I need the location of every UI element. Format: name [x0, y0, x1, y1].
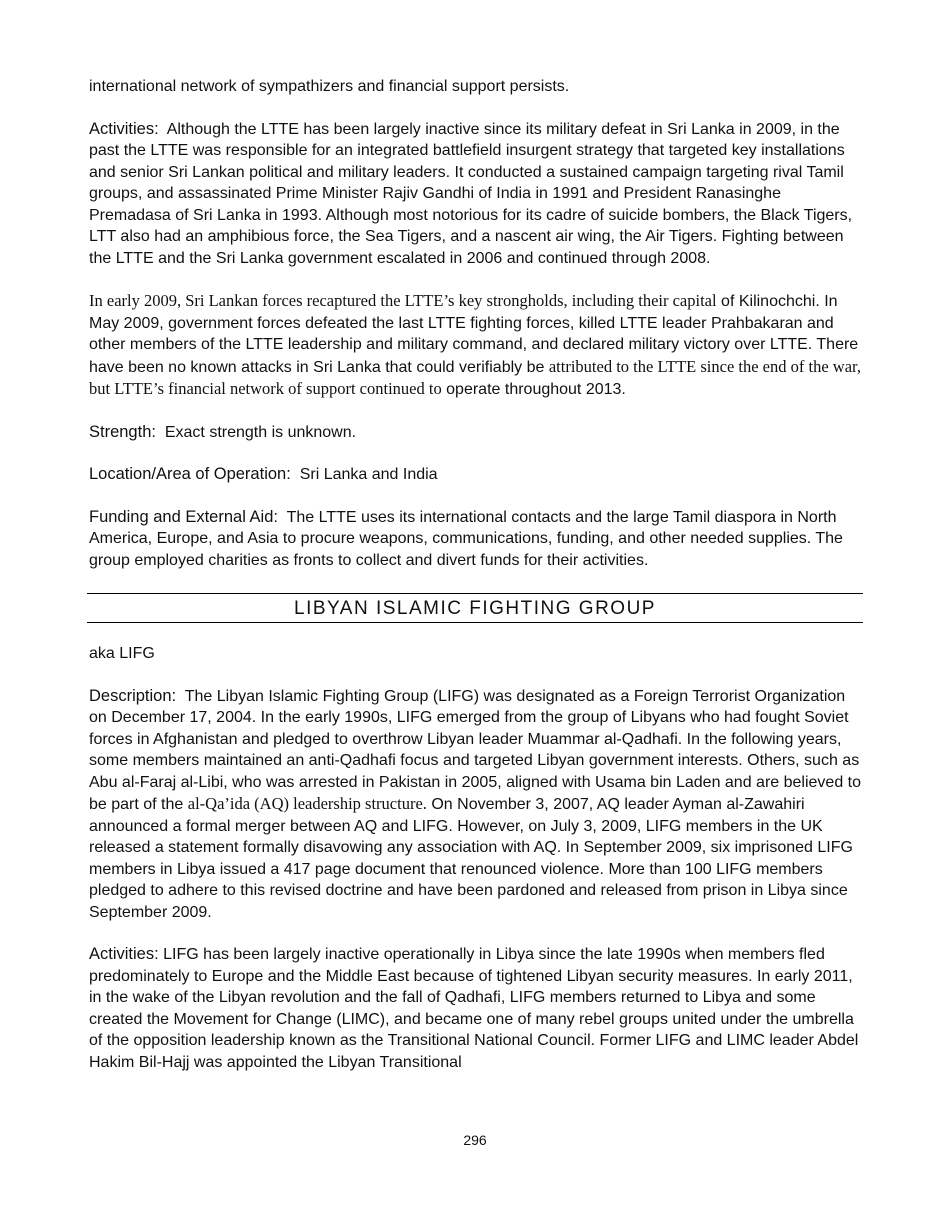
document-page	[89, 76, 863, 1094]
lifg-activities-paragraph	[89, 944, 863, 1073]
ltte-intro-tail	[89, 76, 863, 98]
lifg-activities-label: Activities:	[89, 945, 159, 963]
ltte-early-2009-paragraph	[89, 290, 863, 401]
funding-text: The LTTE uses its international contacts and the large Tamil diaspora in North America, Europe, and Asia to procure weapons, communications, funding, and other needed supplies. The group employed charities as fronts to collect and divert funds for their activities.	[89, 508, 843, 569]
intro-tail-text: international network of sympathizers and financial support persists.	[89, 78, 570, 95]
activities-text: Although the LTTE has been largely inactive since its military defeat in Sri Lanka in 2009, in the past the LTTE was responsible for an integrated battlefield insurgent strategy that targeted key installations and senior Sri Lankan political and military leaders. It conducted a sustained campaign targeting rival Tamil groups, and assassinated Prime Minister Rajiv Gandhi of India in 1991 and President Ranasinghe Premadasa of Sri Lanka in 1993. Although most notorious for its cadre of suicide bombers, the Black Tigers, LTT also had an amphibious force, the Sea Tigers, and a nascent air wing, the Air Tigers. Fighting between the LTTE and the Sri Lanka government escalated in 2006 and continued through 2008.	[89, 120, 853, 267]
lifg-activities-text: LIFG has been largely inactive operationally in Libya since the late 1990s when members fled predominately to Europe and the Middle East because of tightened Libyan security measures. In early 2011, in the wake of the Libyan revolution and the fall of Qadhafi, LIFG members returned to Libya and some created the Movement for Change (LIMC), and became one of many rebel groups united under the umbrella of the opposition leadership known as the Transitional National Council. Former LIFG and LIMC leader Abdel Hakim Bil-Hajj was appointed the Libyan Transitional	[89, 946, 859, 1071]
description-label: Description:	[89, 686, 177, 705]
location-text: Sri Lanka and India	[299, 466, 438, 483]
lifg-description-paragraph	[89, 686, 863, 924]
activities-label: Activities:	[89, 119, 159, 138]
ltte-strength-paragraph	[89, 422, 863, 444]
page-number: 296	[463, 1132, 487, 1148]
early2009-serif-c: attributed to the LTTE since the end of the war, but LTTE’s financial network of support continued to	[89, 356, 861, 398]
ltte-funding-paragraph	[89, 507, 863, 572]
early2009-sans-b: of Kilinochchi. In May 2009, government forces defeated the last LTTE fighting forces, killed LTTE leader Prahbakaran and other members of the LTTE leadership and military command, and declared military victory over LTTE. There have been no known attacks in Sri Lanka that could verifiably be	[89, 293, 859, 376]
section-heading-lifg: LIBYAN ISLAMIC FIGHTING GROUP	[87, 593, 863, 623]
description-text-c: On November 3, 2007, AQ leader Ayman al-Zawahiri announced a formal merger between AQ and LIFG. However, on July 3, 2009, LIFG members in the UK released a statement formally disavowing any association with AQ. In September 2009, six imprisoned LIFG members in Libya issued a 417 page document that renounced violence. More than 100 LIFG members pledged to adhere to this revised doctrine and have been pardoned and released from prison in Libya since September 2009.	[89, 796, 853, 921]
ltte-location-paragraph	[89, 464, 863, 486]
strength-text: Exact strength is unknown.	[164, 423, 357, 441]
lifg-aka	[89, 643, 863, 665]
description-text-a: The Libyan Islamic Fighting Group (LIFG) was designated as a Foreign Terrorist Organization on December 17, 2004. In the early 1990s, LIFG emerged from the group of Libyans who had fought Soviet forces in Afghanistan and pledged to overthrow Libyan leader Muammar al-Qadhafi. In the following years, some members maintained an anti-Qadhafi focus and targeted Libyan government interests. Others, such as Abu al-Faraj al-Libi, who was arrested in Pakistan in 2005, aligned with Usama bin Laden and are believed to be part of the	[89, 687, 862, 813]
early2009-sans-d: operate throughout 2013.	[446, 381, 626, 398]
aka-text: aka LIFG	[89, 645, 155, 662]
description-text-b: al-Qa’ida (AQ) leadership structure.	[187, 794, 427, 813]
strength-label: Strength:	[89, 422, 156, 441]
location-label: Location/Area of Operation:	[89, 465, 291, 483]
ltte-activities-paragraph	[89, 119, 863, 270]
early2009-serif-a: In early 2009, Sri Lankan forces recaptured the LTTE’s key strongholds, including their capital	[89, 291, 717, 310]
funding-label: Funding and External Aid:	[89, 507, 278, 526]
